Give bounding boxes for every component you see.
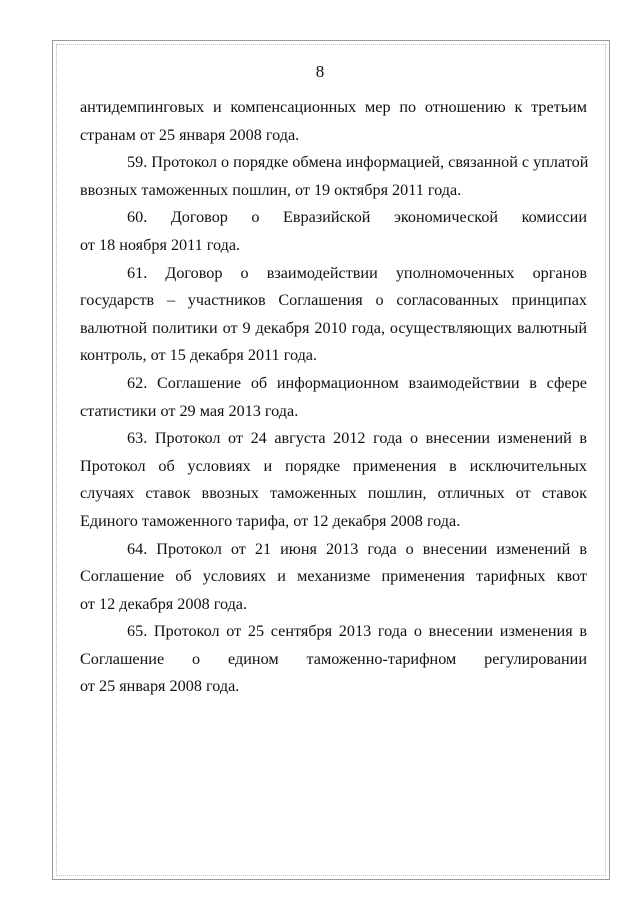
text-line: 60. Договор о Евразийской экономической комиссии <box>127 208 587 227</box>
paragraph-item-60 <box>80 204 587 259</box>
text-line: Соглашение об условиях и механизме применения тарифных квот <box>80 567 587 586</box>
document-body <box>80 94 587 701</box>
paragraph-item-63 <box>80 425 587 535</box>
paragraph-item-62 <box>80 370 587 425</box>
text-line: контроль, от 15 декабря 2011 года. <box>80 346 318 365</box>
text-line: Соглашение о едином таможенно-тарифном регулировании <box>80 649 587 668</box>
text-line: 63. Протокол от 24 августа 2012 года о внесении изменений в <box>127 429 587 448</box>
paragraph-item-65 <box>80 618 587 701</box>
text-line: Единого таможенного тарифа, от 12 декабря 2008 года. <box>80 511 461 530</box>
paragraph-item-64 <box>80 536 587 619</box>
text-line: Протокол об условиях и порядке применения в исключительных <box>80 456 587 475</box>
text-line: 65. Протокол от 25 сентября 2013 года о внесении изменения в <box>127 622 587 641</box>
text-line: от 25 января 2008 года. <box>80 677 240 696</box>
paragraph-item-61 <box>80 260 587 370</box>
text-line: от 12 декабря 2008 года. <box>80 594 248 613</box>
text-line: 61. Договор о взаимодействии уполномоченных органов <box>127 263 587 282</box>
page-number: 8 <box>315 62 325 81</box>
text-line: антидемпинговых и компенсационных мер по отношению к третьим <box>80 98 587 116</box>
text-line: от 18 ноября 2011 года. <box>80 235 241 254</box>
text-line: странам от 25 января 2008 года. <box>80 125 300 144</box>
text-line: случаях ставок ввозных таможенных пошлин, отличных от ставок <box>80 484 587 503</box>
text-line: статистики от 29 мая 2013 года. <box>80 401 299 420</box>
paragraph-continuation <box>80 94 587 149</box>
text-line: 59. Протокол о порядке обмена информацией, связанной с уплатой <box>127 153 589 172</box>
text-line: 64. Протокол от 21 июня 2013 года о внесении изменений в <box>127 539 587 558</box>
text-line: валютной политики от 9 декабря 2010 года, осуществляющих валютный <box>80 318 587 337</box>
text-line: государств – участников Соглашения о согласованных принципах <box>80 291 587 310</box>
text-line: 62. Соглашение об информационном взаимодействии в сфере <box>127 373 587 392</box>
text-line: ввозных таможенных пошлин, от 19 октября 2011 года. <box>80 180 462 199</box>
paragraph-item-59 <box>80 149 587 204</box>
